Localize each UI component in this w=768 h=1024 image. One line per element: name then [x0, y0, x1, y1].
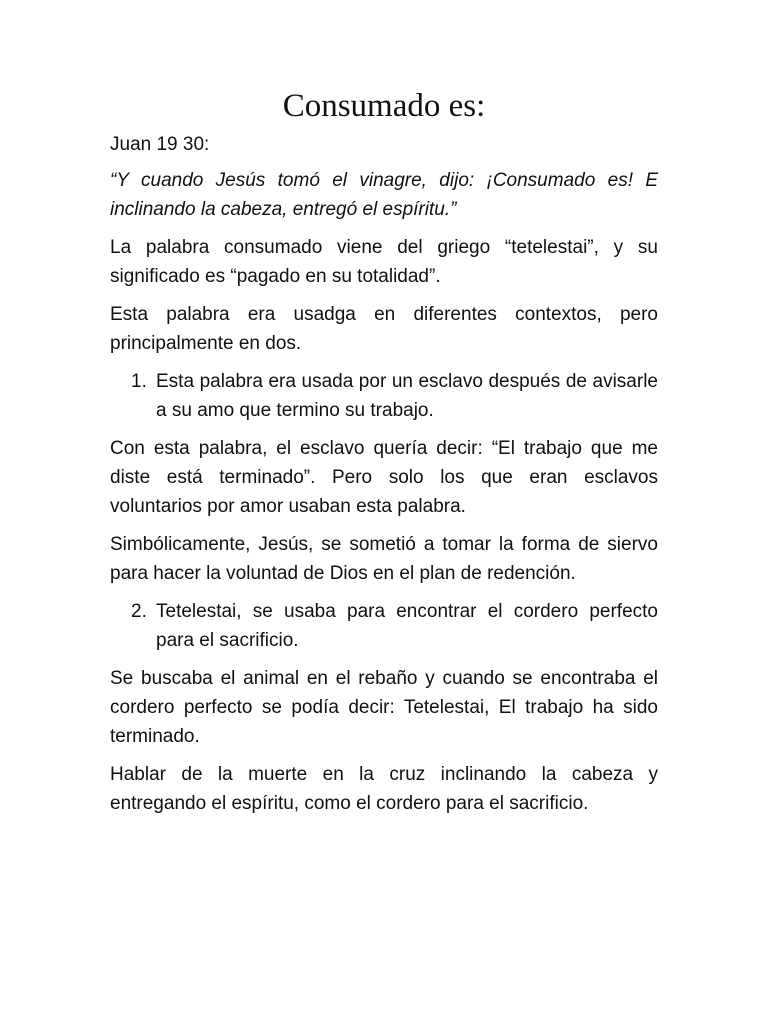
bible-reference: Juan 19 30:	[110, 134, 210, 155]
list-item-text: Tetelestai, se usaba para encontrar el cordero perfecto para el sacrificio.	[156, 601, 658, 651]
list-item	[110, 597, 658, 655]
numbered-list-first	[110, 367, 658, 425]
paragraph-symbolic: Simbólicamente, Jesús, se sometió a tomar la forma de siervo para hacer la voluntad de Dios en el plan de redención.	[110, 534, 658, 584]
document-title: Consumado es:	[282, 88, 486, 124]
paragraph-slave: Con esta palabra, el esclavo quería decir: “El trabajo que me diste está terminado”. Pero solo los que eran esclavos voluntarios por amor usaban esta palabra.	[110, 438, 658, 517]
list-item-number: 1.	[131, 371, 147, 392]
numbered-list-second	[110, 597, 658, 655]
list-item-number: 2.	[131, 601, 147, 622]
paragraph-lamb: Se buscaba el animal en el rebaño y cuando se encontraba el cordero perfecto se podía decir: Tetelestai, El trabajo ha sido terminado.	[110, 668, 658, 747]
paragraph-meaning: La palabra consumado viene del griego “tetelestai”, y su significado es “pagado en su totalidad”.	[110, 237, 658, 287]
bible-quote: “Y cuando Jesús tomó el vinagre, dijo: ¡Consumado es! E inclinando la cabeza, entregó el espíritu.”	[110, 170, 658, 220]
document-page	[110, 84, 658, 827]
paragraph-cross: Hablar de la muerte en la cruz inclinando la cabeza y entregando el espíritu, como el cordero para el sacrificio.	[110, 764, 658, 814]
paragraph-contexts: Esta palabra era usadga en diferentes contextos, pero principalmente en dos.	[110, 304, 658, 354]
list-item	[110, 367, 658, 425]
list-item-text: Esta palabra era usada por un esclavo después de avisarle a su amo que termino su trabajo.	[156, 371, 658, 421]
